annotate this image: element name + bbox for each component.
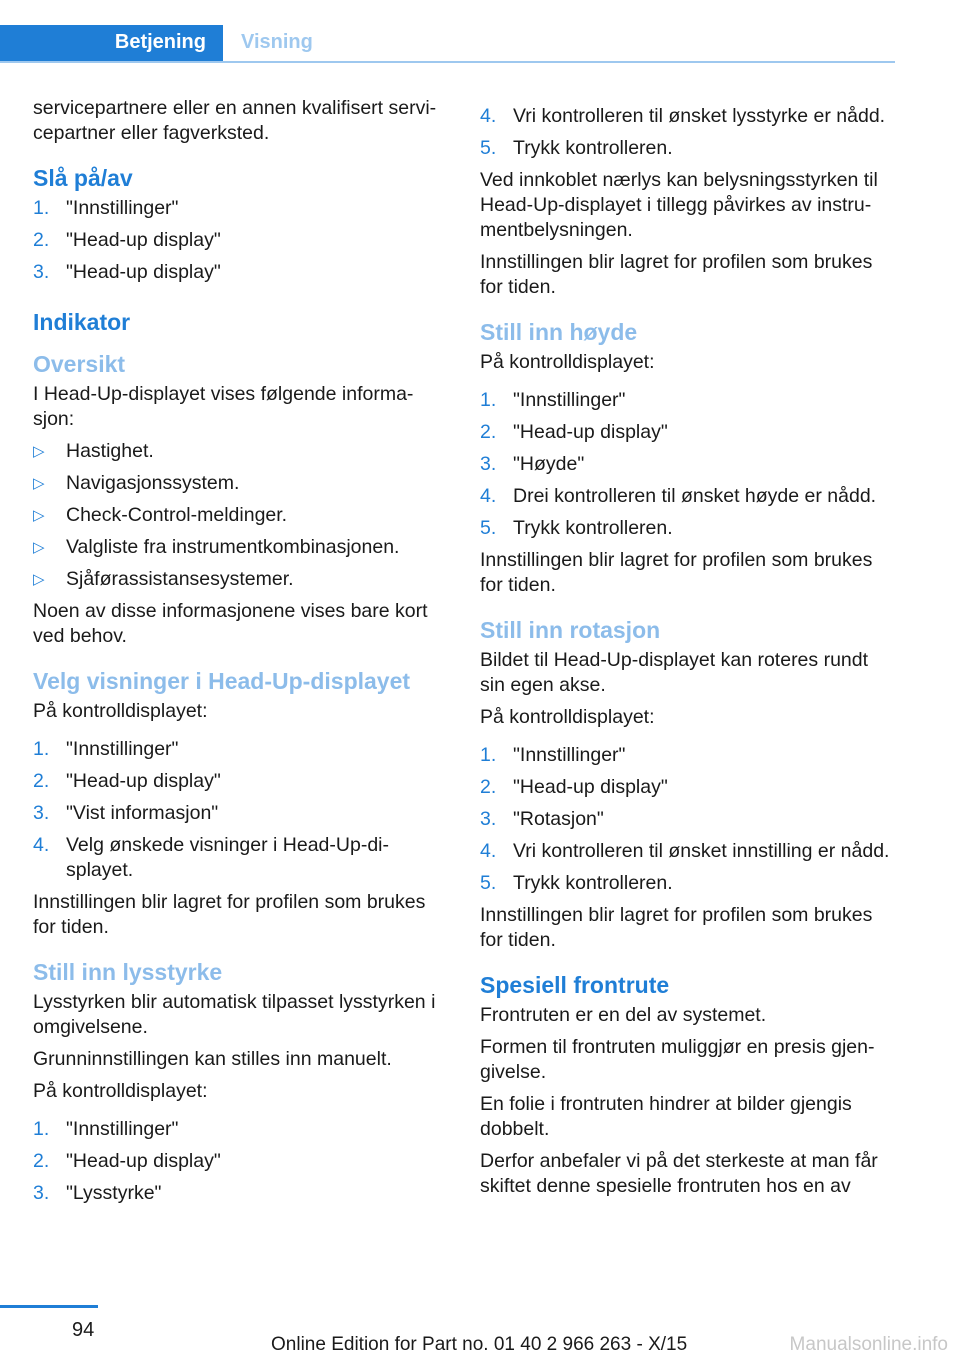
step-text: "Head-up display" [66,770,221,792]
lysstyrke-text2: Grunninnstillingen kan stilles inn manuelt. [33,1048,392,1070]
lysstyrke-text1: Lysstyrken blir automatisk tilpasset lysstyrken i omgivelsene. [33,991,436,1038]
list-item [33,196,445,221]
hoyde-text: På kontrolldisplayet: [480,351,655,373]
frontrute-text4: Derfor anbefaler vi på det sterkeste at man får skiftet denne spesielle frontruten hos en av [480,1150,878,1197]
heading-indikator: Indikator [33,309,131,335]
bullet-text: Hastighet. [66,440,154,462]
lysstyrke-steps [33,1117,445,1206]
lysstyrke-steps-cont [480,104,892,161]
oversikt-bullets [33,439,445,592]
list-item [33,471,445,496]
heading-rotasjon: Still inn rotasjon [480,617,661,643]
left-column [33,96,445,1213]
heading-hoyde: Still inn høyde [480,319,638,345]
header-divider [0,61,895,63]
step-number: 1. [480,744,497,766]
step-text: "Innstillinger" [66,197,179,219]
triangle-bullet-icon: ▷ [33,507,45,524]
lysstyrke-cont-text1: Ved innkoblet nærlys kan belysningsstyrken til Head-Up-displayet i tillegg påvirkes av instru-mentbelysningen. [480,169,878,241]
list-item [33,801,445,826]
rotasjon-steps [480,743,892,896]
step-text: "Vist informasjon" [66,802,219,824]
triangle-bullet-icon: ▷ [33,571,45,588]
footer-divider [0,1305,98,1308]
step-text: "Head-up display" [513,421,668,443]
step-text: "Head-up display" [66,1150,221,1172]
list-item [33,1149,445,1174]
step-number: 3. [33,261,50,283]
step-text: Velg ønskede visninger i Head-Up-di-splayet. [66,834,389,881]
heading-oversikt: Oversikt [33,351,126,377]
list-item [480,420,892,445]
frontrute-text3: En folie i frontruten hindrer at bilder gjengis dobbelt. [480,1093,852,1140]
tab-betjening[interactable] [0,25,223,61]
lysstyrke-text3: På kontrolldisplayet: [33,1080,208,1102]
list-item [480,807,892,832]
oversikt-text: I Head-Up-displayet vises følgende informa-sjon: [33,383,414,430]
list-item [33,439,445,464]
tab-visning[interactable]: Visning [241,31,313,53]
step-text: "Head-up display" [66,261,221,283]
watermark-text: Manualsonline.info [789,1334,948,1355]
step-text: "Innstillinger" [66,1118,179,1140]
bullet-text: Check-Control-meldinger. [66,504,288,526]
heading-velg-visninger: Velg visninger i Head-Up-displayet [33,668,411,694]
list-item [480,839,892,864]
hoyde-note: Innstillingen blir lagret for profilen som brukes for tiden. [480,549,873,596]
step-text: "Innstillinger" [66,738,179,760]
rotasjon-text2: På kontrolldisplayet: [480,706,655,728]
hoyde-steps [480,388,892,541]
step-text: "Høyde" [513,453,585,475]
rotasjon-text1: Bildet til Head-Up-displayet kan roteres rundt sin egen akse. [480,649,869,696]
list-item [480,775,892,800]
step-number: 4. [33,834,50,856]
frontrute-text2: Formen til frontruten muliggjør en presis gjen-givelse. [480,1036,875,1083]
step-text: Trykk kontrolleren. [513,872,673,894]
step-number: 2. [33,1150,50,1172]
triangle-bullet-icon: ▷ [33,539,45,556]
sla-steps [33,196,445,285]
step-number: 3. [33,802,50,824]
list-item [480,136,892,161]
step-number: 4. [480,485,497,507]
step-text: "Innstillinger" [513,389,626,411]
oversikt-note: Noen av disse informasjonene vises bare kort ved behov. [33,600,428,647]
step-number: 2. [33,229,50,251]
list-item [33,228,445,253]
step-number: 4. [480,105,497,127]
header-tabs [0,25,895,62]
list-item [480,388,892,413]
bullet-text: Valgliste fra instrumentkombinasjonen. [66,536,400,558]
list-item [480,516,892,541]
list-item [33,1117,445,1142]
triangle-bullet-icon: ▷ [33,475,45,492]
step-number: 2. [480,421,497,443]
frontrute-text1: Frontruten er en del av systemet. [480,1004,767,1026]
lysstyrke-cont-text2: Innstillingen blir lagret for profilen som brukes for tiden. [480,251,873,298]
step-number: 5. [480,872,497,894]
step-number: 4. [480,840,497,862]
right-column [480,104,892,1206]
step-text: Trykk kontrolleren. [513,137,673,159]
list-item [480,743,892,768]
heading-lysstyrke: Still inn lysstyrke [33,959,223,985]
step-number: 3. [480,453,497,475]
list-item [33,1181,445,1206]
step-number: 3. [33,1182,50,1204]
triangle-bullet-icon: ▷ [33,443,45,460]
step-text: "Lysstyrke" [66,1182,162,1204]
bullet-text: Navigasjonssystem. [66,472,240,494]
tab-betjening-label: Betjening [114,31,206,53]
step-text: "Rotasjon" [513,808,604,830]
list-item [480,484,892,509]
step-text: Vri kontrolleren til ønsket innstilling er nådd. [513,840,890,862]
rotasjon-note: Innstillingen blir lagret for profilen som brukes for tiden. [480,904,873,951]
step-text: Trykk kontrolleren. [513,517,673,539]
step-number: 2. [33,770,50,792]
step-number: 1. [33,738,50,760]
step-number: 1. [33,197,50,219]
step-text: Vri kontrolleren til ønsket lysstyrke er nådd. [513,105,886,127]
list-item [33,567,445,592]
step-number: 5. [480,517,497,539]
list-item [480,452,892,477]
step-text: Drei kontrolleren til ønsket høyde er nådd. [513,485,877,507]
step-number: 1. [480,389,497,411]
list-item [33,833,445,883]
page-number: 94 [72,1319,95,1341]
step-number: 5. [480,137,497,159]
list-item [480,104,892,129]
step-number: 1. [33,1118,50,1140]
velg-steps [33,737,445,883]
list-item [33,769,445,794]
list-item [33,535,445,560]
step-text: "Head-up display" [513,776,668,798]
velg-note: Innstillingen blir lagret for profilen som brukes for tiden. [33,891,426,938]
list-item [33,260,445,285]
list-item [33,503,445,528]
bullet-text: Sjåførassistansesystemer. [66,568,294,590]
step-text: "Innstillinger" [513,744,626,766]
list-item [33,737,445,762]
step-number: 2. [480,776,497,798]
intro-text: servicepartnere eller en annen kvalifisert servi-cepartner eller fagverksted. [33,97,437,144]
heading-frontrute: Spesiell frontrute [480,972,670,998]
heading-sla: Slå på/av [33,165,133,191]
velg-text: På kontrolldisplayet: [33,700,208,722]
step-text: "Head-up display" [66,229,221,251]
edition-text: Online Edition for Part no. 01 40 2 966 263 - X/15 [271,1334,688,1355]
step-number: 3. [480,808,497,830]
list-item [480,871,892,896]
